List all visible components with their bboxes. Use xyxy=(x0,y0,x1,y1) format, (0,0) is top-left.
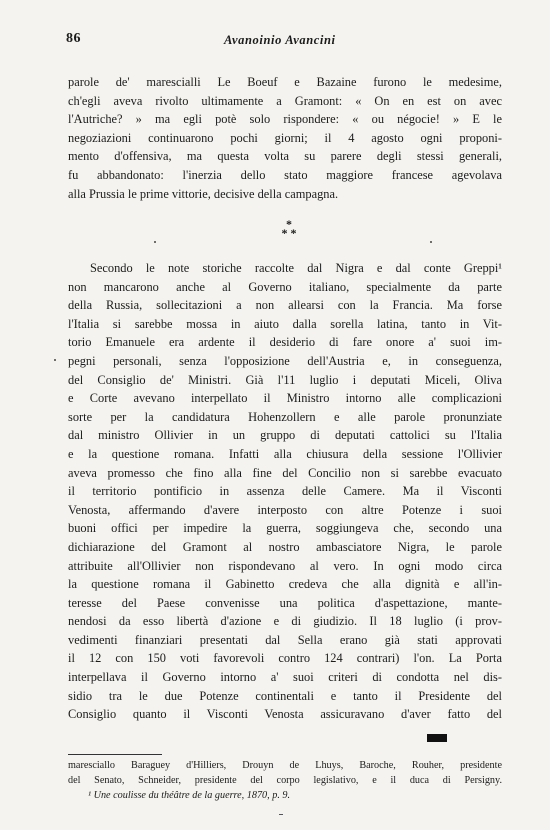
footnote-line: maresciallo Baraguey d'Hilliers, Drouyn de Lhuys, Baroche, Rouher, presidente xyxy=(68,760,502,771)
text-line: Consiglio quanto il Visconti Venosta assicuravano d'aver fatto del xyxy=(68,707,502,722)
separator-star: * xyxy=(286,217,292,231)
text-line: la questione romana il Gabinetto credeva che alla dignità e all'in- xyxy=(68,577,502,592)
footnote-line: ¹ Une coulisse du théâtre de la guerre, 1870, p. 9. xyxy=(88,790,291,801)
footnote-line: del Senato, Schneider, presidente del corpo legislativo, e il duca di Persigny. xyxy=(68,775,502,786)
text-line: buoni offici per impedire la guerra, soggiungeva che, secondo una xyxy=(68,521,502,536)
print-speck xyxy=(154,241,156,243)
text-line: pegni personali, senza l'opposizione dell'Austria e, in conseguenza, xyxy=(68,353,502,368)
separator-star: * * xyxy=(281,226,297,240)
footnote-rule xyxy=(68,754,162,755)
text-line: mento d'offensiva, ma questa volta su parere degli stessi generali, xyxy=(68,149,502,164)
page-number: 86 xyxy=(66,31,81,46)
footnotes xyxy=(68,758,502,803)
text-line: e Corte avevano interpellato il Ministro intorno alle complicazioni xyxy=(68,391,502,406)
print-speck xyxy=(279,814,283,815)
text-line: ch'egli aveva rivolto ultimamente a Gramont: « On en est on avec xyxy=(68,93,502,108)
text-line: interpellava il Governo intorno a' suoi criteri di condotta nel dis- xyxy=(68,670,502,685)
text-line: parole de' marescialli Le Boeuf e Bazaine furono le medesime, xyxy=(68,75,502,89)
text-line: teresse del Paese convenisse una politica d'aspettazione, mante- xyxy=(68,595,502,610)
text-line: e la questione romana. Infatti alla chiusura della sessione l'Ollivier xyxy=(68,446,502,461)
section-separator xyxy=(279,217,299,240)
text-line: aveva promesso che fino alla fine del Concilio non si sarebbe evacuato xyxy=(68,465,502,480)
text-line: negoziazioni continuarono pochi giorni; il 4 agosto ogni proponi- xyxy=(68,130,502,145)
running-head: Avanoinio Avancini xyxy=(224,33,336,47)
text-line: sidio tra le due Potenze continentali e tanto il Presidente del xyxy=(68,688,502,703)
text-line: vedimenti finanziari presentati dal Sella erano già stati approvati xyxy=(68,632,502,647)
text-line: dichiarazione del Gramont al nostro ambasciatore Nigra, le parole xyxy=(68,539,502,554)
text-line: il territorio pontificio in assenza delle Camere. Ma il Visconti xyxy=(68,484,502,499)
text-line: il 12 con 150 voti favorevoli contro 124 contrari) l'on. La Porta xyxy=(68,651,502,666)
print-speck xyxy=(54,359,56,361)
text-line: attribuite all'Ollivier non rispondevano al vero. In ogni modo circa xyxy=(68,558,502,573)
text-line: del Consiglio de' Ministri. Già l'11 luglio i deputati Miceli, Oliva xyxy=(68,372,502,387)
text-line: torio Emanuele era ardente il desiderio di fare onore a' suoi im- xyxy=(68,335,502,350)
text-line: nendosi da esso libertà d'azione e di giudizio. Il 18 luglio (i prov- xyxy=(68,614,502,629)
text-line: Venosta, affermando d'avere interposto con altre Potenze i suoi xyxy=(68,502,502,517)
text-line: alla Prussia le prime vittorie, decisive della campagna. xyxy=(68,186,339,201)
text-line: Secondo le note storiche raccolte dal Nigra e dal conte Greppi¹ xyxy=(90,261,502,275)
text-line: fu abbandonato: l'inerzia dello stato maggiore francese agevolava xyxy=(68,167,502,182)
ink-blot xyxy=(427,734,447,742)
text-line: non mancarono anche al Governo italiano, specialmente da parte xyxy=(68,279,502,294)
text-line: della Russia, sollecitazioni a non allearsi con la Francia. Ma forse xyxy=(68,298,502,313)
text-line: sorte per la candidatura Hohenzollern e alle parole pronunziate xyxy=(68,409,502,424)
paragraph-continuation xyxy=(68,73,502,203)
text-line: l'Autriche? » ma egli potè solo rispondere: « ou négocie! » E le xyxy=(68,112,502,127)
text-line: l'Italia si sarebbe mossa in aiuto dalla sorella latina, tanto in Vit- xyxy=(68,316,502,331)
print-speck xyxy=(430,241,432,243)
paragraph-main xyxy=(68,259,502,724)
text-line: dal ministro Ollivier in un gruppo di deputati cattolici su l'Italia xyxy=(68,428,502,443)
